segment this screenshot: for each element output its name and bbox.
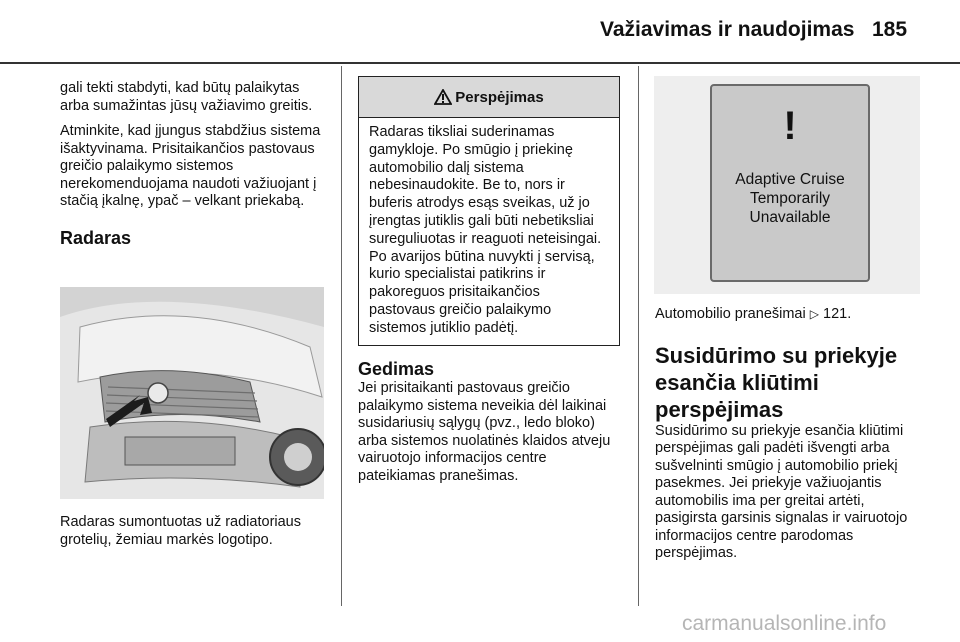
display-message [712, 170, 868, 227]
header-rule [0, 62, 960, 64]
cluster-display-screen [710, 84, 870, 282]
photo-caption [60, 514, 332, 557]
xref-arrow-icon: ▷ [809, 307, 819, 321]
collision-warning-title [655, 342, 925, 423]
warning-title: Perspėjimas [455, 88, 544, 106]
warning-header [359, 77, 619, 118]
page-number: 185 [872, 18, 908, 41]
watermark: carmanualsonline.info [682, 612, 887, 635]
warning-triangle-icon [434, 89, 452, 105]
cross-reference [655, 306, 925, 324]
display-line-3: Unavailable [749, 209, 831, 226]
column-3-text [655, 306, 925, 571]
xref-page[interactable]: 121. [823, 306, 852, 322]
paragraph-brakes-note: Atminkite, kad įjungus stabdžius sistema išaktyvinama. Prisitaikančios pastovaus greičio palaikymo sistemos nerekomenduojama naudoti važiuojant į stačią įkalnę, ypač – velkant priekabą. [60, 123, 321, 209]
page-header-title: Važiavimas ir naudojimas [600, 18, 855, 41]
column-divider-1 [341, 66, 342, 606]
collision-paragraph: Susidūrimo su priekyje esančia kliūtimi perspėjimas gali padėti išvengti arba sušvelninti smūgio į automobilio priekį pasekmes. Jei priekyje važiuojantis automobilis ima per greitai artėti, pasigirsta garsinis signalas ir vairuotojo informacijos centre parodomas perspėjimas. [655, 422, 908, 561]
display-line-1: Adaptive Cruise [735, 171, 845, 188]
column-1 [60, 80, 328, 249]
collision-title-line-2: esančia kliūtimi [655, 369, 819, 395]
column-2-lower [358, 358, 624, 493]
warning-box [358, 76, 620, 346]
collision-title-line-1: Susidūrimo su priekyje [655, 342, 898, 368]
radar-section-title: Radaras [60, 227, 132, 248]
radar-photo [60, 287, 324, 499]
warning-text: Radaras tiksliai suderinamas gamykloje. Po smūgio į priekinę automobilio dalį sistema nebesinaudokite. Be to, nors ir buferis atrodys esąs sveikas, už jo įrengtas jutiklis gali būti nebetiksliai sureguliuotas ir reaguoti neteisingai. Po avarijos būtina nuvykti į servisą, kurio specialistai patikrins ir pakoreguos prisitaikančios pastovaus greičio palaikymo sistemos jutiklio padėtį. [369, 124, 602, 336]
xref-text: Automobilio pranešimai [655, 306, 806, 322]
exclamation-icon: ! [783, 104, 797, 148]
column-divider-2 [638, 66, 639, 606]
collision-title-line-3: perspėjimas [655, 396, 784, 422]
fault-paragraph: Jei prisitaikanti pastovaus greičio palaikymo sistema neveikia dėl laikinai susidariusių sąlygų (pvz., ledo bloko) arba sistemos nuolatinės klaidos atveju vairuotojo informacijos centre pateikiamas pranešimas. [358, 380, 611, 484]
fault-section-title: Gedimas [358, 359, 435, 379]
photo-caption-text: Radaras sumontuotas už radiatoriaus grotelių, žemiau markės logotipo. [60, 514, 301, 548]
paragraph-braking: gali tekti stabdyti, kad būtų palaikytas arba sumažintas jūsų važiavimo greitis. [60, 80, 313, 114]
display-line-2: Temporarily [749, 190, 831, 207]
